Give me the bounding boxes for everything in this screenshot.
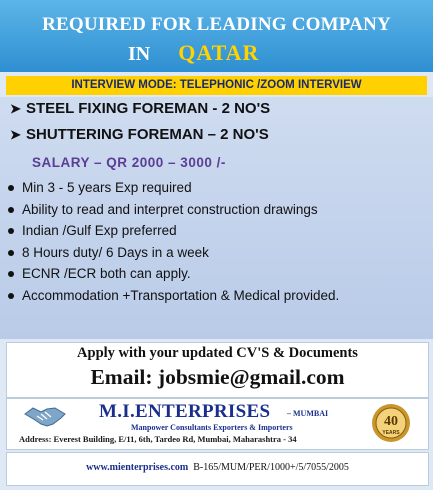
- badge-number: 40: [384, 414, 398, 429]
- country-name: QATAR: [178, 40, 260, 65]
- requirement-text: ECNR /ECR both can apply.: [22, 266, 191, 281]
- apply-instruction: Apply with your updated CV'S & Documents: [77, 345, 358, 361]
- interview-mode-bar: INTERVIEW MODE: TELEPHONIC /ZOOM INTERVIEW: [6, 76, 427, 95]
- apply-section: [6, 342, 429, 398]
- requirements-list: [8, 177, 423, 306]
- company-tagline: Manpower Consultants Exporters & Importers: [131, 423, 293, 432]
- job-title-text: STEEL FIXING FOREMAN - 2 NO'S: [26, 100, 271, 117]
- contact-email[interactable]: Email: jobsmie@gmail.com: [90, 365, 345, 389]
- bullet-icon: [8, 293, 14, 299]
- anniversary-badge-icon: [371, 403, 411, 443]
- list-item: [8, 242, 423, 264]
- footer-text: [7, 462, 428, 473]
- header-banner: [0, 0, 433, 72]
- company-name: M.I.ENTERPRISES: [99, 401, 271, 422]
- bullet-icon: [8, 250, 14, 256]
- location-line: [128, 40, 259, 66]
- list-item: [8, 285, 423, 307]
- website-link[interactable]: www.mienterprises.com: [86, 462, 189, 473]
- company-city: – MUMBAI: [287, 409, 329, 418]
- bullet-icon: [8, 271, 14, 277]
- handshake-icon: [23, 402, 67, 430]
- license-number: B-165/MUM/PER/1000+/5/7055/2005: [193, 462, 349, 473]
- arrow-icon: ➤: [10, 101, 21, 116]
- list-item: [8, 263, 423, 285]
- list-item: [8, 177, 423, 199]
- bullet-icon: [8, 185, 14, 191]
- arrow-icon: ➤: [10, 127, 21, 142]
- requirement-text: Ability to read and interpret construction drawings: [22, 201, 318, 217]
- footer-bar: [6, 452, 429, 486]
- job-title-text: SHUTTERING FOREMAN – 2 NO'S: [26, 126, 269, 143]
- bullet-icon: [8, 207, 14, 213]
- company-section: [6, 398, 429, 450]
- company-address: Address: Everest Building, E/11, 6th, Tardeo Rd, Mumbai, Maharashtra - 34: [19, 434, 297, 444]
- list-item: [8, 220, 423, 242]
- bullet-icon: [8, 228, 14, 234]
- badge-label: YEARS: [382, 430, 400, 436]
- requirement-text: Indian /Gulf Exp preferred: [22, 223, 177, 238]
- requirement-text: Accommodation +Transportation & Medical provided.: [22, 287, 340, 303]
- headline: REQUIRED FOR LEADING COMPANY: [42, 14, 391, 35]
- requirement-text: Min 3 - 5 years Exp required: [22, 180, 192, 195]
- requirement-text: 8 Hours duty/ 6 Days in a week: [22, 244, 209, 260]
- job-title-1: [10, 100, 270, 117]
- job-title-2: [10, 126, 269, 143]
- salary-line: SALARY – QR 2000 – 3000 /-: [32, 155, 226, 170]
- list-item: [8, 199, 423, 221]
- location-prefix: IN: [128, 43, 151, 65]
